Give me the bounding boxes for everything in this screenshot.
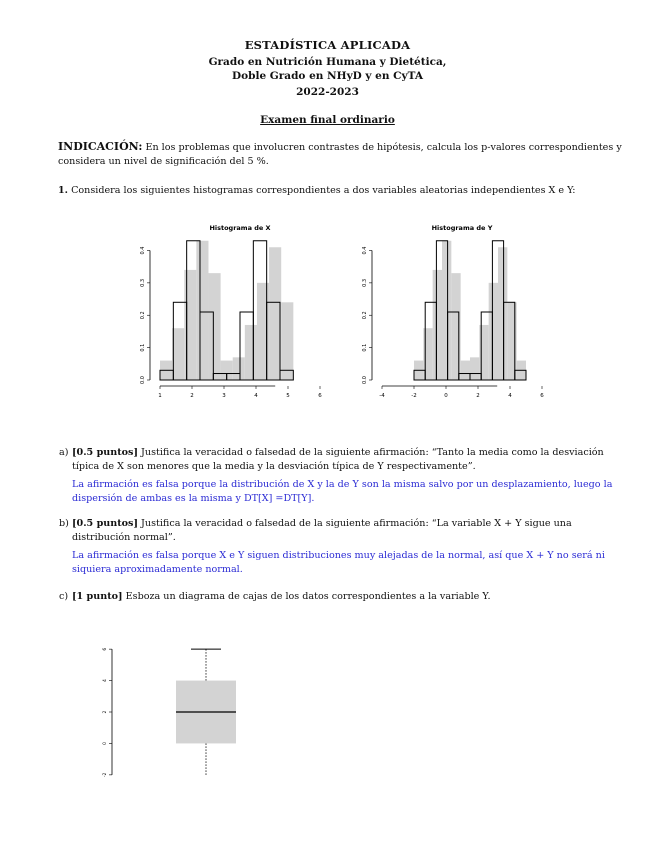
question-c-points: [1 punto]	[72, 591, 123, 602]
question-a-label: a)	[59, 447, 69, 458]
hist-y-shaded-bar	[461, 361, 470, 380]
hist-x-y-tick-label: 0.2	[140, 311, 146, 320]
hist-y-y-tick-label: 0.1	[362, 343, 368, 352]
instruction-label: INDICACIÓN:	[58, 140, 143, 153]
degree-line-2: Doble Grado en NHyD y en CyTA	[232, 70, 423, 82]
hist-x-shaded-bar	[281, 302, 293, 380]
histogram-y-chart	[352, 218, 552, 408]
question-b-label: b)	[59, 518, 69, 529]
hist-y-x-tick-label: 0	[444, 393, 448, 399]
question-c-text: Esboza un diagrama de cajas de los datos correspondientes a la variable Y.	[122, 591, 491, 602]
problem-1-statement	[58, 184, 624, 198]
question-a-text: Justifica la veracidad o falsedad de la siguiente afirmación: “Tanto la media como la desviación típica de X son menores que la media y la desviación típica de Y respectivamente”.	[72, 447, 604, 472]
question-b	[59, 517, 624, 544]
course-title: ESTADÍSTICA APLICADA	[244, 38, 411, 52]
hist-y-shaded-bar	[498, 247, 507, 380]
question-b-points: [0.5 puntos]	[72, 518, 138, 529]
histogram-x-chart	[130, 218, 330, 408]
hist-y-y-tick-label: 0.4	[362, 246, 368, 255]
hist-x-shaded-bar	[269, 247, 281, 380]
question-a-points: [0.5 puntos]	[72, 447, 138, 458]
boxplot-y-tick-label: -2	[103, 772, 108, 778]
hist-x-y-tick-label: 0.4	[140, 246, 146, 255]
hist-y-title: Histograma de Y	[431, 224, 493, 232]
hist-x-y-tick-label: 0.0	[140, 376, 146, 384]
hist-y-shaded-bar	[433, 270, 442, 380]
boxplot-y-tick-label: 4	[103, 679, 108, 683]
hist-x-shaded-bar	[184, 270, 196, 380]
instruction-text: En los problemas que involucren contrastes de hipótesis, calcula los p-valores correspondientes y considera un nivel de significación del 5 %.	[58, 142, 622, 167]
hist-y-x-tick-label: -4	[379, 393, 385, 399]
question-a-answer: La afirmación es falsa porque la distribución de X y la de Y son la misma salvo por un desplazamiento, luego la dispersión de ambas es la misma y DT[X] =DT[Y].	[72, 479, 613, 504]
question-c-label: c)	[59, 591, 69, 602]
question-b-text: Justifica la veracidad o falsedad de la siguiente afirmación: “La variable X + Y sigue una distribución normal”.	[72, 518, 572, 543]
hist-x-x-tick-label: 1	[158, 393, 162, 399]
exam-title: Examen final ordinario	[260, 114, 395, 126]
hist-y-x-tick-label: 4	[508, 393, 512, 399]
hist-y-y-tick-label: 0.2	[362, 311, 368, 320]
degree-line-1: Grado en Nutrición Humana y Dietética,	[208, 56, 447, 68]
hist-y-y-tick-label: 0.0	[362, 376, 368, 384]
hist-y-shaded-bar	[489, 283, 498, 380]
hist-x-y-tick-label: 0.1	[140, 343, 146, 352]
hist-y-shaded-bar	[470, 357, 479, 380]
hist-x-shaded-bar	[172, 328, 184, 380]
boxplot-y-tick-label: 0	[103, 741, 108, 745]
hist-x-x-tick-label: 4	[254, 393, 258, 399]
hist-x-x-tick-label: 6	[318, 393, 322, 399]
hist-x-shaded-bar	[245, 325, 257, 380]
boxplot-y-tick-label: 2	[103, 710, 108, 714]
hist-y-x-tick-label: -2	[411, 393, 417, 399]
hist-x-x-tick-label: 2	[190, 393, 194, 399]
question-c	[59, 590, 624, 604]
hist-x-shaded-bar	[196, 241, 208, 380]
hist-x-x-tick-label: 3	[222, 393, 226, 399]
problem-1-number: 1.	[58, 185, 69, 196]
instruction-paragraph	[58, 140, 624, 168]
boxplot-y-chart	[90, 636, 260, 786]
hist-y-shaded-bar	[442, 241, 451, 380]
question-b-answer: La afirmación es falsa porque X e Y siguen distribuciones muy alejadas de la normal, así que X + Y no será ni siquiera aproximadamente normal.	[72, 550, 605, 575]
hist-y-x-tick-label: 2	[476, 393, 480, 399]
problem-1-text: Considera los siguientes histogramas correspondientes a dos variables aleatorias independientes X e Y:	[68, 185, 576, 196]
hist-x-shaded-bar	[208, 273, 220, 380]
hist-x-y-tick-label: 0.3	[140, 278, 146, 287]
boxplot-y-tick-label: 6	[103, 647, 108, 651]
hist-x-shaded-bar	[257, 283, 269, 380]
hist-y-x-tick-label: 6	[540, 393, 544, 399]
hist-x-x-tick-label: 5	[286, 393, 290, 399]
question-a	[59, 446, 624, 473]
academic-year: 2022-2023	[296, 86, 359, 98]
hist-x-title: Histograma de X	[209, 224, 271, 232]
hist-x-shaded-bar	[233, 357, 245, 380]
hist-y-y-tick-label: 0.3	[362, 278, 368, 287]
